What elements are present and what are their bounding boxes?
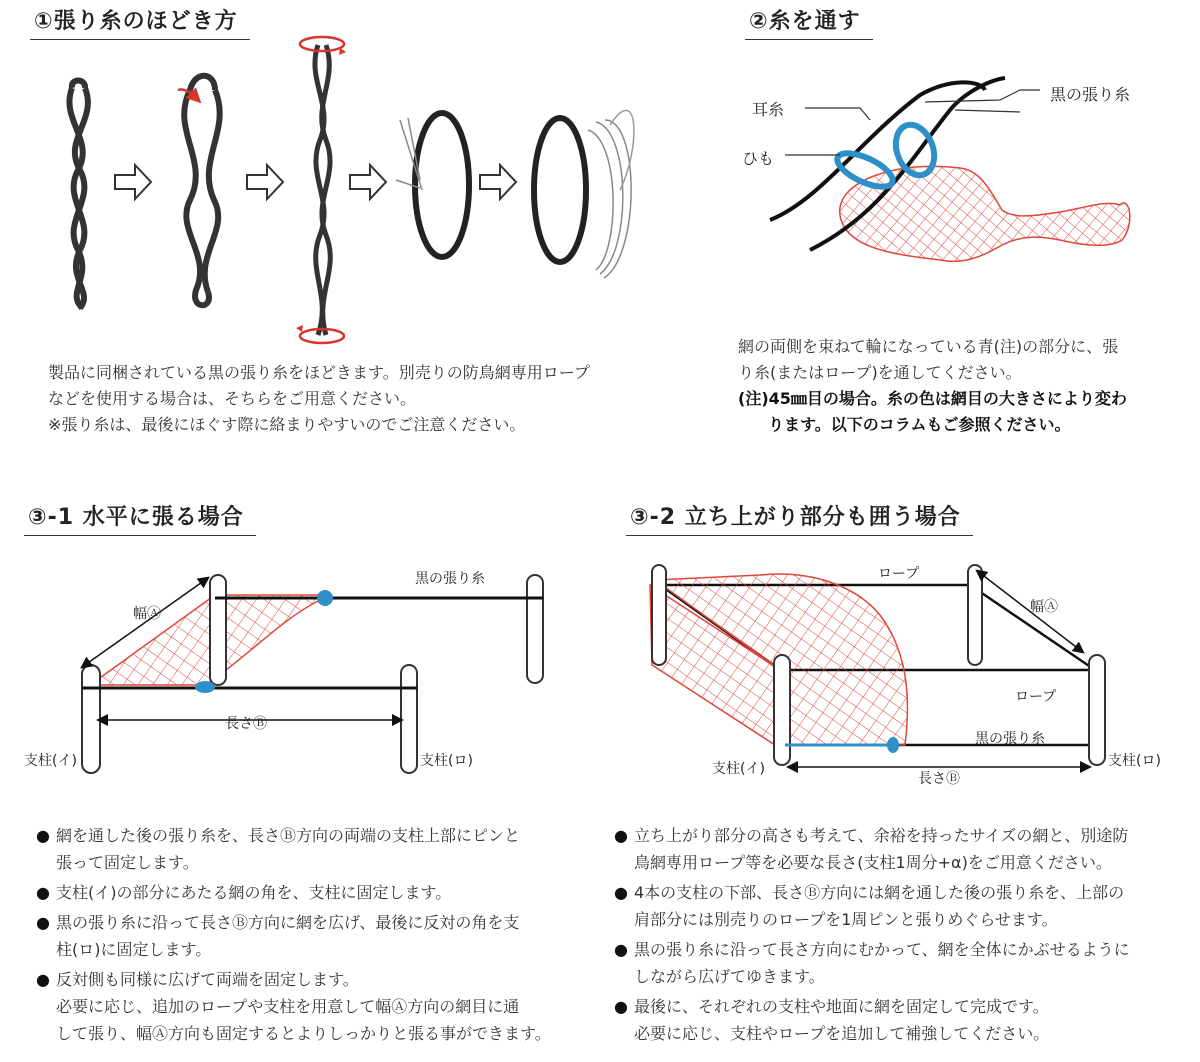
label-post-ro: 支柱(ロ) bbox=[1108, 753, 1161, 769]
post-ro bbox=[1089, 655, 1105, 765]
untwist-steps-illustration bbox=[0, 30, 700, 370]
post bbox=[968, 565, 982, 665]
label-rope-mid: ロープ bbox=[1015, 689, 1057, 705]
label-mimi-thread: 耳糸 bbox=[752, 100, 785, 119]
twisted-cord-step1 bbox=[69, 81, 87, 309]
post-i bbox=[82, 665, 100, 773]
stretched-cord-step3 bbox=[315, 45, 330, 335]
section2-note-line: (注)45㎜目の場合。糸の色は網目の大きさにより変わ bbox=[738, 389, 1127, 408]
label-width-a: 幅Ⓐ bbox=[1030, 599, 1058, 615]
section3-2-title: ③-2 立ち上がり部分も囲う場合 bbox=[626, 500, 973, 536]
section2-note-line: ります。以下のコラムもご参照ください。 bbox=[768, 415, 1071, 434]
post-top-left bbox=[210, 575, 226, 685]
label-length-b: 長さⒷ bbox=[918, 771, 960, 787]
label-black-thread: 黒の張り糸 bbox=[975, 731, 1045, 747]
post bbox=[652, 565, 666, 665]
section2-text-line: 網の両側を束ねて輪になっている青(注)の部分に、張 bbox=[738, 337, 1119, 356]
label-rope-top: ロープ bbox=[878, 566, 920, 582]
arrow-right-icon bbox=[350, 165, 386, 199]
step-item: ● 支柱(イ)の部分にあたる網の角を、支柱に固定します。 bbox=[36, 879, 596, 906]
section2-text-line: り糸(またはロープ)を通してください。 bbox=[738, 363, 1022, 382]
section1-text-line: ※張り糸は、最後にほぐす際に絡まりやすいのでご注意ください。 bbox=[48, 415, 526, 434]
step-item: ● 黒の張り糸に沿って長さⒷ方向に網を広げ、最後に反対の角を支 柱(ロ)に固定します。 bbox=[36, 909, 596, 963]
section3-1-title: ③-1 水平に張る場合 bbox=[24, 500, 256, 536]
label-himo: ひも bbox=[742, 149, 775, 168]
label-post-i: 支柱(イ) bbox=[24, 753, 77, 769]
section1-text-line: などを使用する場合は、そちらをご用意ください。 bbox=[48, 389, 417, 408]
loosening-cord-step2 bbox=[184, 76, 219, 306]
step-item: ● 網を通した後の張り糸を、長さⒷ方向の両端の支柱上部にピンと 張って固定します。 bbox=[36, 822, 596, 876]
arrow-right-icon bbox=[115, 165, 151, 199]
net-bundle bbox=[840, 166, 1130, 261]
step-item: ● 黒の張り糸に沿って長さ方向にむかって、網を全体にかぶせるように しながら広げてゆきます。 bbox=[614, 936, 1194, 990]
label-black-thread: 黒の張り糸 bbox=[415, 571, 485, 587]
section1-title: ①張り糸のほどき方 bbox=[30, 4, 250, 40]
step-item: ● 立ち上がり部分の高さも考えて、余裕を持ったサイズの網と、別途防 鳥網専用ロープ等を必要な長さ(支柱1周分+α)をご用意ください。 bbox=[614, 822, 1194, 876]
horizontal-setup-illustration bbox=[20, 560, 600, 800]
label-post-ro: 支柱(ロ) bbox=[420, 753, 473, 769]
section3-2-steps bbox=[614, 822, 1194, 1050]
section1-description bbox=[48, 360, 698, 438]
label-black-thread: 黒の張り糸 bbox=[1050, 85, 1131, 104]
section1-text-line: 製品に同梱されている黒の張り糸をほどきます。別売りの防鳥網専用ロープ bbox=[48, 363, 590, 382]
step-item: ● 反対側も同様に広げて両端を固定します。 必要に応じ、追加のロープや支柱を用意して幅Ⓐ方向の網目に通 して張り、幅Ⓐ方向も固定するとよりしっかりと張る事ができます。 bbox=[36, 966, 596, 1047]
coiled-cord-step4 bbox=[396, 113, 469, 257]
label-post-i: 支柱(イ) bbox=[712, 761, 765, 777]
post-i bbox=[774, 655, 790, 765]
section2-title: ②糸を通す bbox=[745, 4, 873, 40]
arrow-right-icon bbox=[480, 165, 516, 199]
arrow-right-icon bbox=[247, 165, 283, 199]
threading-illustration bbox=[740, 50, 1200, 310]
step-item: ● 4本の支柱の下部、長さⒷ方向には網を通した後の張り糸を、上部の 肩部分には別売りのロープを1周ピンと張りめぐらせます。 bbox=[614, 879, 1194, 933]
step-item: ● 最後に、それぞれの支柱や地面に網を固定して完成です。 必要に応じ、支柱やロープを追加して補強してください。 bbox=[614, 993, 1194, 1047]
label-length-b: 長さⒷ bbox=[225, 716, 267, 732]
post-far bbox=[527, 575, 543, 683]
section2-description bbox=[738, 334, 1188, 438]
coiled-cord-step5 bbox=[534, 110, 634, 278]
section3-1-steps bbox=[36, 822, 596, 1050]
label-width-a: 幅Ⓐ bbox=[133, 606, 161, 622]
post-ro bbox=[401, 665, 417, 773]
